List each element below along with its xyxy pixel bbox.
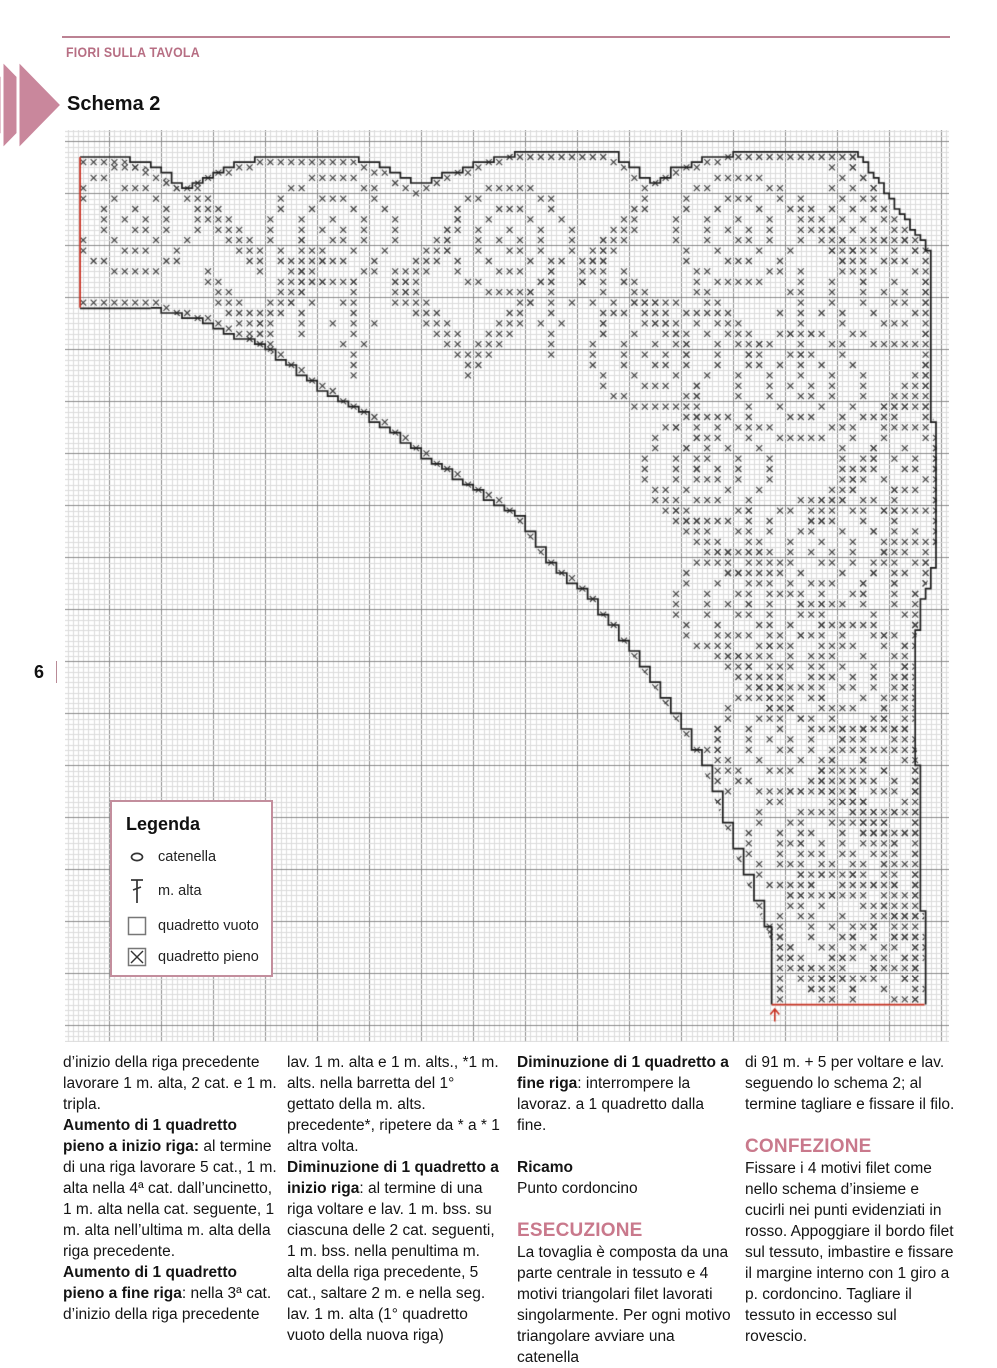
x-square-icon (126, 946, 148, 968)
schema-title: Schema 2 (67, 93, 161, 115)
pink-heading: CONFEZIONE (745, 1136, 872, 1157)
legend-item (126, 946, 261, 968)
text-segment: Diminuzione di 1 quadretto a fine riga (517, 1054, 729, 1092)
text-segment: Aumento di 1 quadretto pieno a fine riga (63, 1264, 237, 1302)
text-segment: : nella 3ª cat. d’inizio della riga precedente (63, 1285, 272, 1323)
empty-square-icon (126, 915, 148, 937)
text-segment: Diminuzione di 1 quadretto a inizio riga (287, 1159, 499, 1197)
text-segment: Ricamo (517, 1159, 573, 1176)
instruction-column (63, 1052, 277, 1325)
instruction-paragraph (63, 1115, 277, 1262)
instruction-paragraph (745, 1158, 959, 1347)
text-segment: : al termine di una riga voltare e lav. 1 m. bss. su ciascuna delle 2 cat. seguenti, 1 m. bss. nella penultima m. alta della riga precedente, 5 cat., saltare 2 m. e nella seg. lav. 1 m. alta (1° quadretto vuoto della nuova riga) (287, 1180, 495, 1344)
legend-title: Legenda (126, 814, 201, 834)
double-crochet-icon (126, 876, 148, 906)
text-segment: Aumento di 1 quadretto pieno a inizio riga: (63, 1117, 237, 1155)
text-segment: d’inizio della riga precedente lavorare 1 m. alta, 2 cat. e 1 m. tripla. (63, 1054, 277, 1113)
text-segment: : interrompere la lavoraz. a 1 quadretto dalla fine. (517, 1075, 704, 1134)
legend-items (126, 847, 261, 968)
legend-item (126, 876, 261, 906)
instruction-paragraph (287, 1052, 501, 1157)
text-segment: La tovaglia è composta da una parte centrale in tessuto e 4 motivi triangolari filet lavorati singolarmente. Per ogni motivo triangolare avviare una catenella (517, 1244, 731, 1366)
page-number-rule (56, 661, 57, 683)
instruction-column (517, 1052, 731, 1368)
text-segment: Punto cordoncino (517, 1180, 638, 1197)
instruction-paragraph (287, 1157, 501, 1346)
pink-heading: ESECUZIONE (517, 1220, 643, 1241)
legend-item-label: catenella (158, 849, 217, 865)
chain-oval-icon (126, 847, 148, 867)
instruction-column (745, 1052, 959, 1347)
instruction-paragraph (517, 1242, 731, 1368)
instruction-paragraph (745, 1052, 959, 1115)
top-rule (62, 36, 950, 38)
legend-item-label: quadretto vuoto (158, 918, 259, 934)
instruction-paragraph (63, 1262, 277, 1325)
magazine-section-label: FIORI SULLA TAVOLA (66, 44, 200, 60)
instruction-paragraph (517, 1157, 731, 1178)
instruction-paragraph (517, 1052, 731, 1136)
text-segment: al termine di una riga lavorare 5 cat., 1 m. alta nella 4ª cat. dall’uncinetto, 1 m. alta nella cat. seguente, 1 m. alta nell’ultima m. alta della riga precedente. (63, 1138, 277, 1260)
legend-box (110, 800, 273, 977)
text-segment: Fissare i 4 motivi filet come nello schema d’insieme e cucirli nei punti evidenziati in rosso. Appoggiare il bordo filet sul tessuto, imbastire e fissare il margine interno con 1 giro a p. cordoncino. Tagliare il tessuto in eccesso sul rovescio. (745, 1160, 954, 1345)
empty-square-symbol (126, 915, 158, 937)
text-segment: lav. 1 m. alta e 1 m. alts., *1 m. alts. nella barretta del 1° gettato della m. alts. precedente*, ripetere da * a * 1 altra volta. (287, 1054, 500, 1155)
instruction-columns (0, 1052, 997, 1366)
page-number: 6 (34, 662, 45, 682)
chain-oval-symbol (126, 847, 158, 867)
instruction-paragraph (745, 1136, 959, 1158)
instruction-column (287, 1052, 501, 1346)
text-segment: di 91 m. + 5 per voltare e lav. seguendo lo schema 2; al termine tagliare e fissare il filo. (745, 1054, 955, 1113)
instruction-paragraph (517, 1220, 731, 1242)
legend-item-label: quadretto pieno (158, 949, 259, 965)
instruction-paragraph (63, 1052, 277, 1115)
legend-item (126, 847, 261, 867)
x-square-symbol (126, 946, 158, 968)
legend-item (126, 915, 261, 937)
instruction-paragraph (517, 1178, 731, 1199)
double-crochet-bar-symbol (126, 876, 158, 906)
legend-item-label: m. alta (158, 883, 202, 899)
chevrons-icon (0, 60, 64, 150)
